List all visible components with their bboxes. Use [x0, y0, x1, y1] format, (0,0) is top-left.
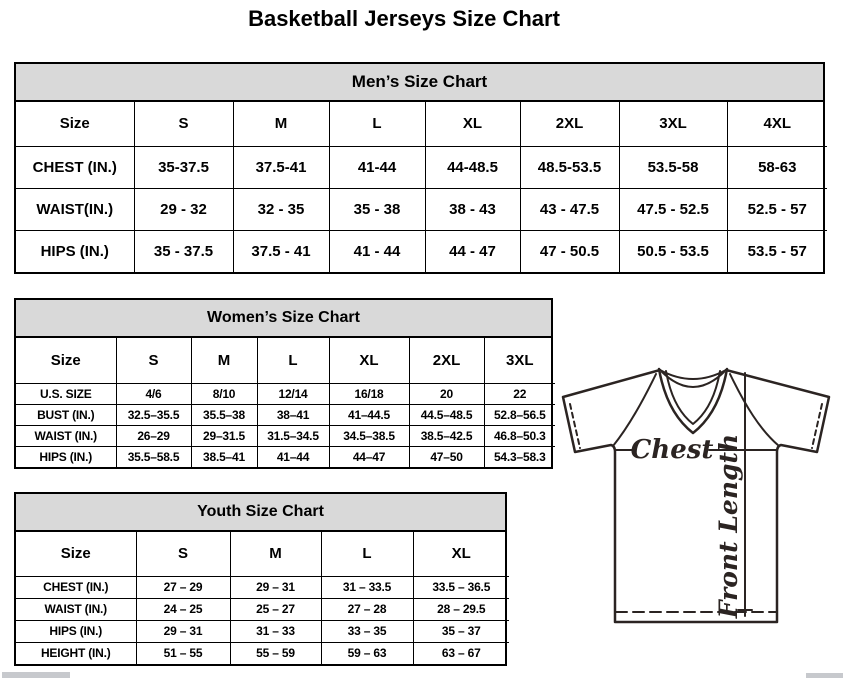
size-cell: 31 – 33.5	[321, 576, 413, 598]
size-cell: 44–47	[329, 446, 409, 467]
column-header: L	[329, 102, 425, 146]
size-cell: 33 – 35	[321, 620, 413, 642]
size-cell: 31 – 33	[230, 620, 321, 642]
row-label: HIPS (IN.)	[16, 230, 134, 272]
size-cell: 27 – 29	[136, 576, 230, 598]
table-row	[16, 620, 509, 642]
column-header: M	[233, 102, 329, 146]
mens-table-grid	[16, 102, 827, 272]
size-cell: 35.5–38	[191, 404, 257, 425]
horizontal-scrollbar-thumb[interactable]	[2, 672, 70, 678]
size-cell: 44 - 47	[425, 230, 520, 272]
size-cell: 41–44	[257, 446, 329, 467]
row-label: BUST (IN.)	[16, 404, 116, 425]
row-label: HIPS (IN.)	[16, 620, 136, 642]
size-cell: 29 - 32	[134, 188, 233, 230]
column-header: L	[257, 338, 329, 383]
column-header: 2XL	[409, 338, 484, 383]
size-cell: 51 – 55	[136, 642, 230, 664]
mens-table-title: Men’s Size Chart	[16, 64, 823, 102]
size-cell: 53.5 - 57	[727, 230, 827, 272]
table-row	[16, 404, 555, 425]
size-cell: 55 – 59	[230, 642, 321, 664]
table-row	[16, 383, 555, 404]
column-header: XL	[413, 532, 509, 576]
size-cell: 46.8–50.3	[484, 425, 555, 446]
youth-table-grid	[16, 532, 509, 664]
size-cell: 53.5-58	[619, 146, 727, 188]
size-cell: 32.5–35.5	[116, 404, 191, 425]
row-label: HEIGHT (IN.)	[16, 642, 136, 664]
jersey-diagram	[556, 360, 840, 630]
scrollbar-corner-fragment[interactable]	[806, 673, 843, 678]
header-row	[16, 532, 509, 576]
column-header: 4XL	[727, 102, 827, 146]
row-label: U.S. SIZE	[16, 383, 116, 404]
size-cell: 29–31.5	[191, 425, 257, 446]
size-cell: 37.5 - 41	[233, 230, 329, 272]
size-cell: 29 – 31	[230, 576, 321, 598]
table-row	[16, 230, 827, 272]
size-cell: 28 – 29.5	[413, 598, 509, 620]
row-label: WAIST (IN.)	[16, 425, 116, 446]
size-cell: 47.5 - 52.5	[619, 188, 727, 230]
size-cell: 22	[484, 383, 555, 404]
size-cell: 33.5 – 36.5	[413, 576, 509, 598]
size-cell: 52.5 - 57	[727, 188, 827, 230]
size-cell: 20	[409, 383, 484, 404]
womens-table-grid	[16, 338, 555, 467]
size-cell: 59 – 63	[321, 642, 413, 664]
size-cell: 38–41	[257, 404, 329, 425]
column-header: Size	[16, 338, 116, 383]
womens-size-table	[14, 298, 553, 469]
table-row	[16, 642, 509, 664]
front-length-label: Front Length	[714, 433, 743, 619]
size-cell: 8/10	[191, 383, 257, 404]
column-header: L	[321, 532, 413, 576]
table-row	[16, 188, 827, 230]
column-header: M	[230, 532, 321, 576]
column-header: 3XL	[619, 102, 727, 146]
size-cell: 16/18	[329, 383, 409, 404]
column-header: S	[136, 532, 230, 576]
size-cell: 41-44	[329, 146, 425, 188]
size-cell: 32 - 35	[233, 188, 329, 230]
size-cell: 12/14	[257, 383, 329, 404]
size-cell: 50.5 - 53.5	[619, 230, 727, 272]
table-row	[16, 598, 509, 620]
womens-table-title: Women’s Size Chart	[16, 300, 551, 338]
size-cell: 35 - 38	[329, 188, 425, 230]
size-cell: 44.5–48.5	[409, 404, 484, 425]
column-header: 2XL	[520, 102, 619, 146]
table-row	[16, 146, 827, 188]
row-label: CHEST (IN.)	[16, 576, 136, 598]
size-cell: 43 - 47.5	[520, 188, 619, 230]
header-row	[16, 338, 555, 383]
header-row	[16, 102, 827, 146]
size-cell: 58-63	[727, 146, 827, 188]
size-cell: 38 - 43	[425, 188, 520, 230]
youth-table-title: Youth Size Chart	[16, 494, 505, 532]
table-row	[16, 446, 555, 467]
size-cell: 38.5–41	[191, 446, 257, 467]
jersey-outline	[563, 370, 829, 622]
row-label: HIPS (IN.)	[16, 446, 116, 467]
size-cell: 48.5-53.5	[520, 146, 619, 188]
size-cell: 37.5-41	[233, 146, 329, 188]
mens-size-table	[14, 62, 825, 274]
size-cell: 35 – 37	[413, 620, 509, 642]
size-cell: 35.5–58.5	[116, 446, 191, 467]
size-cell: 54.3–58.3	[484, 446, 555, 467]
size-cell: 47–50	[409, 446, 484, 467]
size-cell: 47 - 50.5	[520, 230, 619, 272]
column-header: XL	[329, 338, 409, 383]
size-cell: 26–29	[116, 425, 191, 446]
row-label: WAIST (IN.)	[16, 598, 136, 620]
size-cell: 31.5–34.5	[257, 425, 329, 446]
table-row	[16, 425, 555, 446]
column-header: Size	[16, 532, 136, 576]
size-cell: 35-37.5	[134, 146, 233, 188]
size-cell: 24 – 25	[136, 598, 230, 620]
column-header: Size	[16, 102, 134, 146]
page-title: Basketball Jerseys Size Chart	[248, 6, 560, 31]
size-cell: 34.5–38.5	[329, 425, 409, 446]
row-label: CHEST (IN.)	[16, 146, 134, 188]
youth-size-table	[14, 492, 507, 666]
size-cell: 4/6	[116, 383, 191, 404]
size-cell: 38.5–42.5	[409, 425, 484, 446]
size-cell: 63 – 67	[413, 642, 509, 664]
size-cell: 35 - 37.5	[134, 230, 233, 272]
column-header: S	[116, 338, 191, 383]
table-row	[16, 576, 509, 598]
size-cell: 29 – 31	[136, 620, 230, 642]
row-label: WAIST(IN.)	[16, 188, 134, 230]
column-header: S	[134, 102, 233, 146]
size-cell: 52.8–56.5	[484, 404, 555, 425]
column-header: XL	[425, 102, 520, 146]
size-cell: 25 – 27	[230, 598, 321, 620]
size-cell: 41–44.5	[329, 404, 409, 425]
column-header: 3XL	[484, 338, 555, 383]
size-cell: 41 - 44	[329, 230, 425, 272]
chest-label: Chest	[630, 435, 714, 465]
size-cell: 27 – 28	[321, 598, 413, 620]
column-header: M	[191, 338, 257, 383]
size-cell: 44-48.5	[425, 146, 520, 188]
